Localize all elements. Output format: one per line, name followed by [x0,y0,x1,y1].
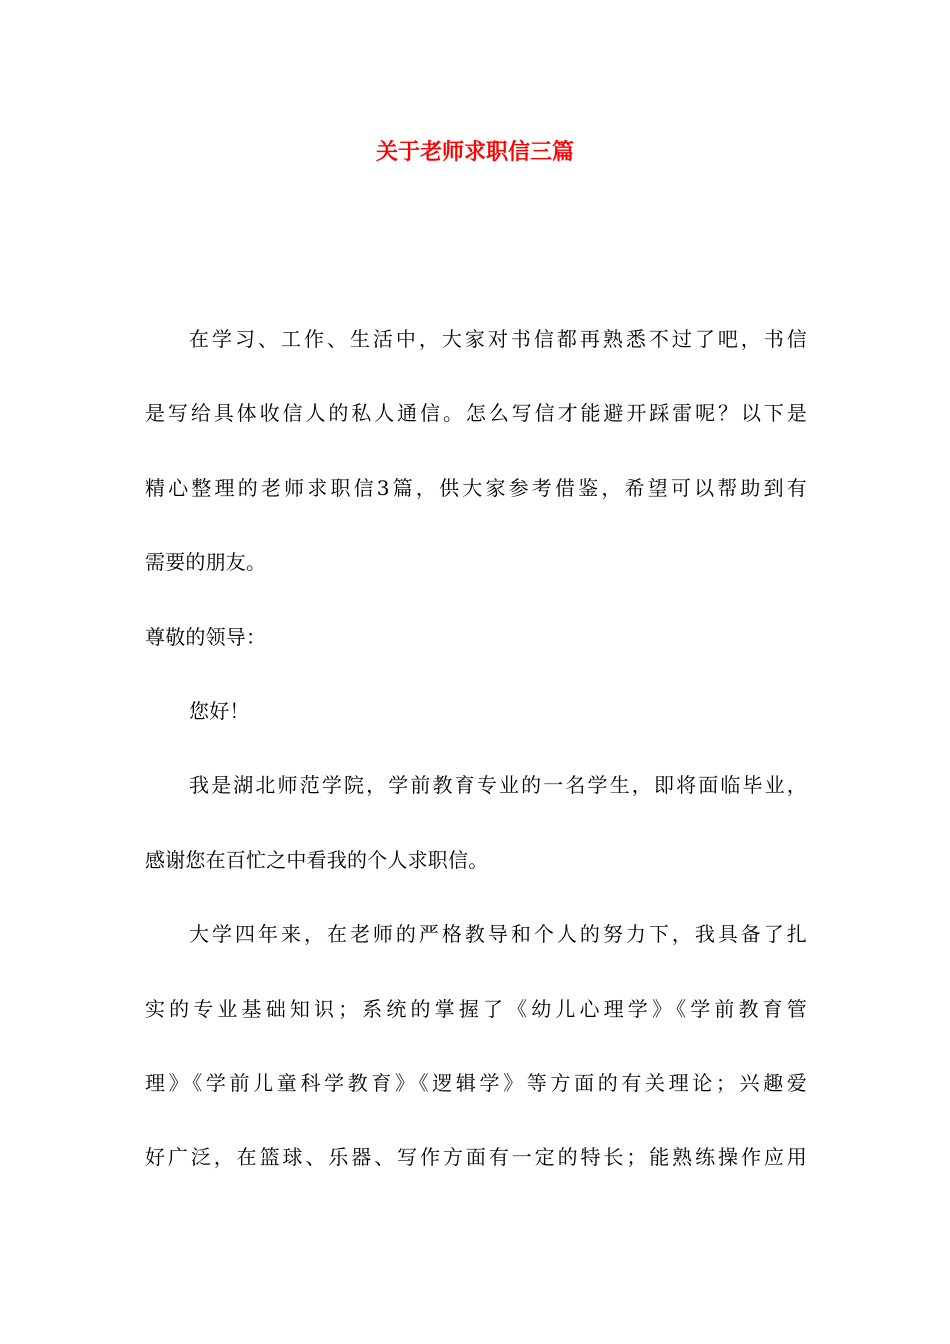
text-line: 您好！ [189,698,250,723]
text-line: 感谢您在百忙之中看我的个人求职信。 [145,847,489,872]
text-line: 是写给具体收信人的私人通信。怎么写信才能避开踩雷呢？以下是 [145,401,807,426]
document-body [145,319,807,1212]
text-line: 好广泛，在篮球、乐器、写作方面有一定的特长；能熟练操作应用 [145,1145,807,1170]
text-line: 理》《学前儿童科学教育》《逻辑学》等方面的有关理论；兴趣爱 [145,1070,807,1095]
text-line: 我是湖北师范学院，学前教育专业的一名学生，即将面临毕业， [189,773,807,798]
text-line: 需要的朋友。 [145,550,267,575]
document-title: 关于老师求职信三篇 [375,139,574,165]
text-line: 在学习、工作、生活中，大家对书信都再熟悉不过了吧，书信 [189,327,807,351]
text-line: 精心整理的老师求职信3篇，供大家参考借鉴，希望可以帮助到有 [145,475,807,500]
text-line: 实的专业基础知识；系统的掌握了《幼儿心理学》《学前教育管 [145,996,807,1021]
text-line: 尊敬的领导： [145,624,267,649]
text-line: 大学四年来，在老师的严格教导和个人的努力下，我具备了扎 [189,922,807,947]
